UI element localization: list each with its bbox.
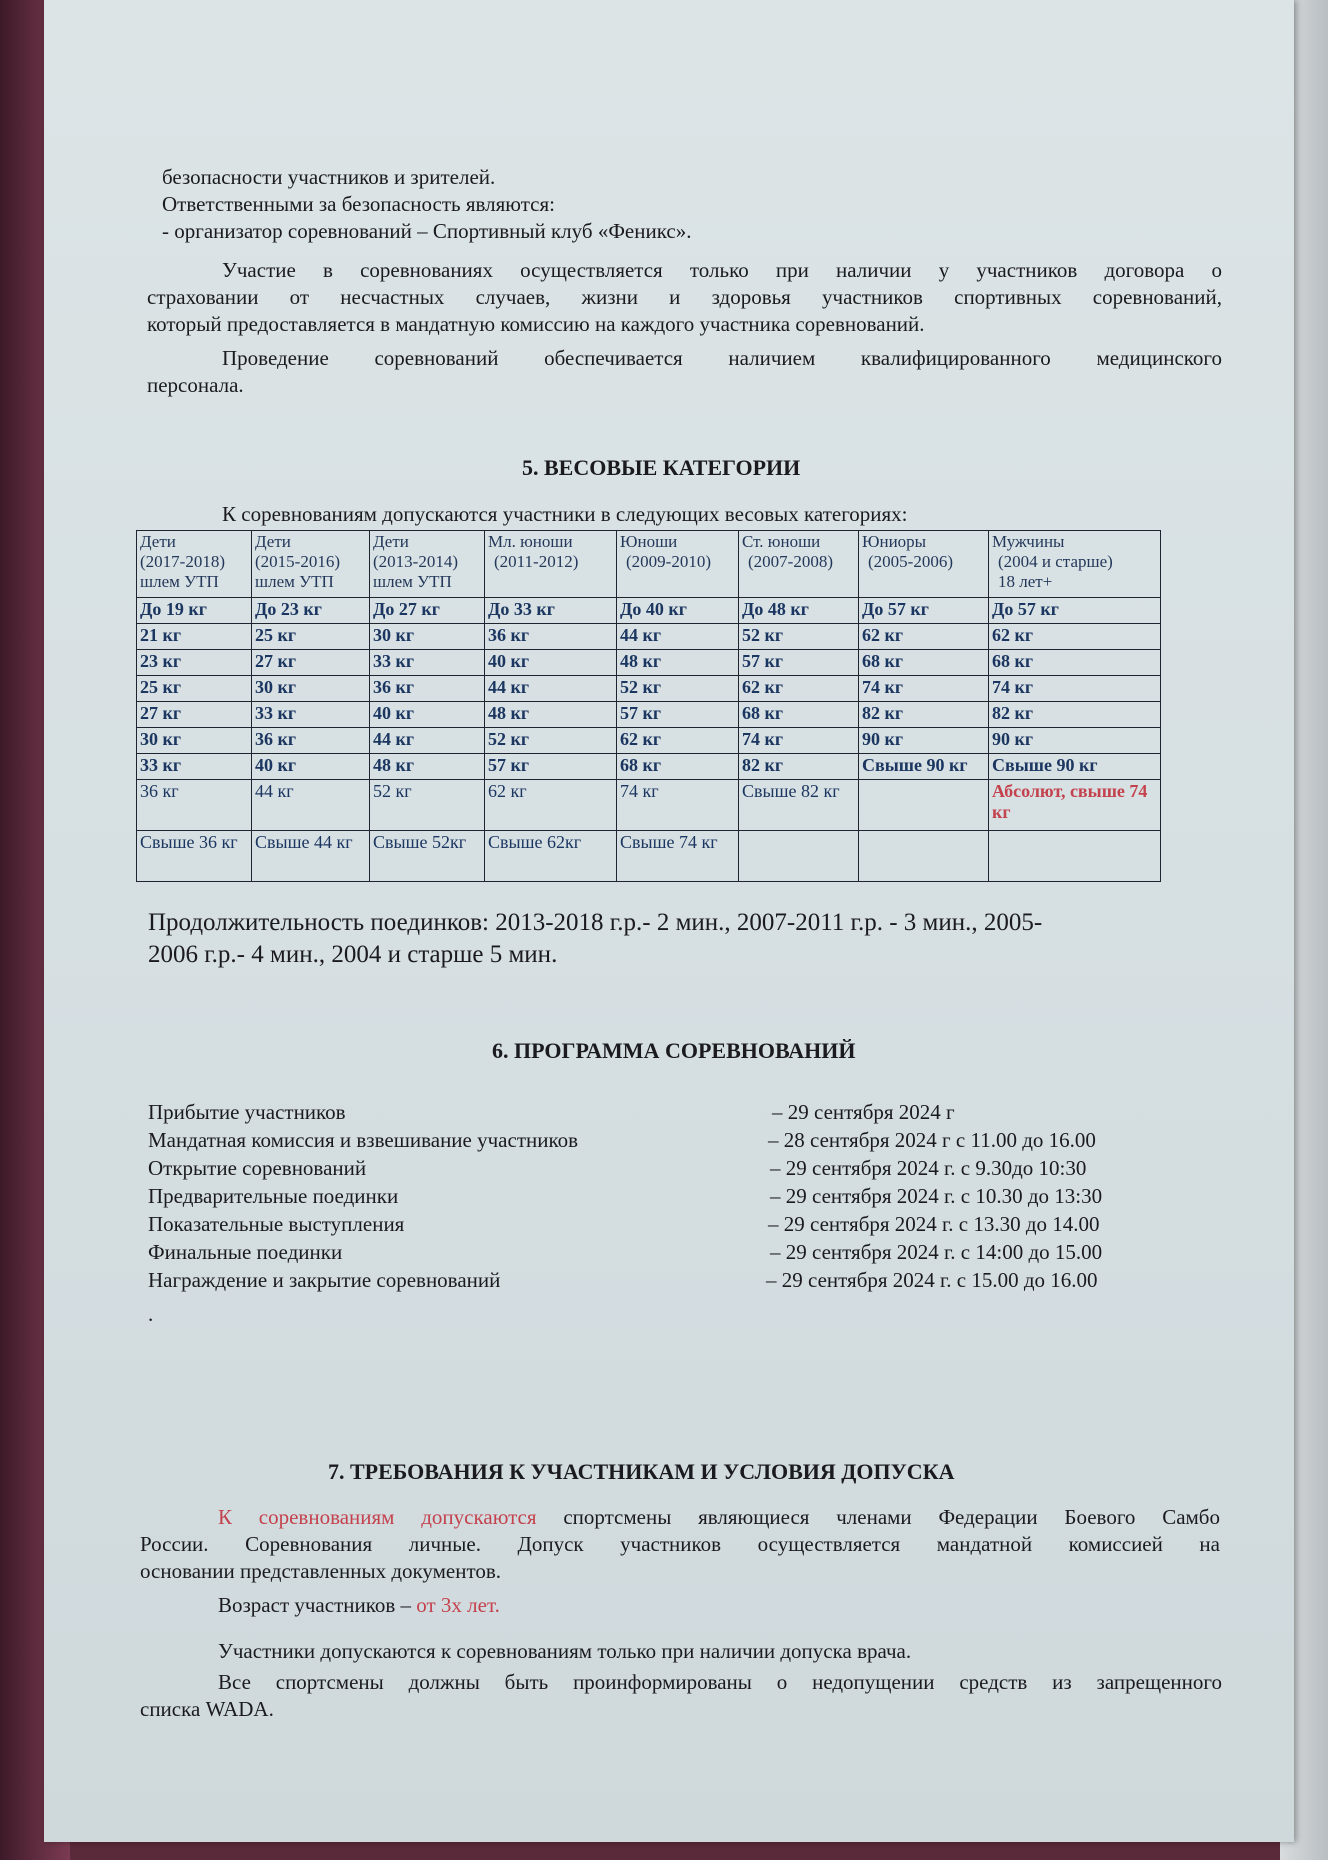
program-time: – 29 сентября 2024 г. с 15.00 до 16.00 bbox=[766, 1268, 1098, 1292]
table-cell: 33 кг bbox=[137, 754, 252, 780]
table-header-cell bbox=[252, 531, 370, 598]
table-header-line: шлем УТП bbox=[373, 572, 452, 591]
table-cell bbox=[989, 831, 1161, 882]
intro-line-2: Ответственными за безопасность являются: bbox=[162, 192, 555, 216]
table-cell: 82 кг bbox=[739, 754, 859, 780]
section7-para4-line2: списка WADA. bbox=[140, 1697, 274, 1721]
table-cell: 90 кг bbox=[859, 728, 989, 754]
table-cell: 52 кг bbox=[617, 676, 739, 702]
table-cell: 40 кг bbox=[252, 754, 370, 780]
table-cell: 74 кг bbox=[617, 780, 739, 831]
table-cell: 40 кг bbox=[370, 702, 485, 728]
table-cell: 44 кг bbox=[617, 624, 739, 650]
table-cell bbox=[859, 831, 989, 882]
table-cell: 62 кг bbox=[989, 624, 1161, 650]
table-cell: 82 кг bbox=[989, 702, 1161, 728]
section7-para4-line1: Все спортсмены должны быть проинформированы о недопущении средств из запрещенного bbox=[218, 1670, 1222, 1694]
table-cell: До 27 кг bbox=[370, 598, 485, 624]
table-cell: 30 кг bbox=[137, 728, 252, 754]
program-event: Открытие соревнований bbox=[148, 1156, 367, 1180]
table-header-cell bbox=[485, 531, 617, 598]
table-header-line: (2013-2014) bbox=[373, 552, 458, 571]
section5-lead: К соревнованиям допускаются участники в следующих весовых категориях: bbox=[222, 502, 908, 526]
intro-line-1: безопасности участников и зрителей. bbox=[162, 165, 496, 189]
table-row bbox=[137, 780, 1161, 831]
program-time: – 29 сентября 2024 г. с 10.30 до 13:30 bbox=[770, 1184, 1103, 1208]
table-header-line: Мл. юноши bbox=[488, 532, 573, 551]
intro-para1-line3: который предоставляется в мандатную комиссию на каждого участника соревнований. bbox=[147, 312, 925, 336]
table-header-line: (2007-2008) bbox=[748, 552, 833, 571]
table-cell: 57 кг bbox=[739, 650, 859, 676]
program-time: – 29 сентября 2024 г. с 9.30до 10:30 bbox=[770, 1156, 1087, 1180]
program-time: – 29 сентября 2024 г. с 13.30 до 14.00 bbox=[768, 1212, 1100, 1236]
table-cell: 57 кг bbox=[485, 754, 617, 780]
program-time: – 29 сентября 2024 г. с 14:00 до 15.00 bbox=[770, 1240, 1103, 1264]
table-cell: 36 кг bbox=[252, 728, 370, 754]
table-cell: 44 кг bbox=[370, 728, 485, 754]
table-cell: До 57 кг bbox=[859, 598, 989, 624]
table-cell: 68 кг bbox=[859, 650, 989, 676]
duration-line-1: Продолжительность поединков: 2013-2018 г.р.- 2 мин., 2007-2011 г.р. - 3 мин., 2005- bbox=[148, 909, 1043, 936]
table-cell: 48 кг bbox=[617, 650, 739, 676]
table-cell: 48 кг bbox=[485, 702, 617, 728]
section7-para3: Участники допускаются к соревнованиям только при наличии допуска врача. bbox=[218, 1639, 912, 1663]
table-cell: 74 кг bbox=[739, 728, 859, 754]
table-header-line: 18 лет+ bbox=[998, 572, 1053, 591]
table-header-line: Юноши bbox=[620, 532, 678, 551]
table-cell: 30 кг bbox=[370, 624, 485, 650]
table-cell: 90 кг bbox=[989, 728, 1161, 754]
section7-age-line bbox=[218, 1593, 500, 1618]
table-cell: 33 кг bbox=[252, 702, 370, 728]
table-cell: 48 кг bbox=[370, 754, 485, 780]
table-row bbox=[137, 831, 1161, 882]
table-row bbox=[137, 754, 1161, 780]
program-time: – 28 сентября 2024 г с 11.00 до 16.00 bbox=[768, 1128, 1096, 1152]
section7-para1-line3: основании представленных документов. bbox=[140, 1559, 502, 1583]
table-header-line: Ст. юноши bbox=[742, 532, 821, 551]
table-cell: До 57 кг bbox=[989, 598, 1161, 624]
table-cell: 82 кг bbox=[859, 702, 989, 728]
section7-para1-rest: спортсмены являющиеся членами Федерации Боевого Самбо bbox=[536, 1505, 1220, 1529]
table-header-cell bbox=[989, 531, 1161, 598]
table-cell: 52 кг bbox=[485, 728, 617, 754]
section7-title: 7. ТРЕБОВАНИЯ К УЧАСТНИКАМ И УСЛОВИЯ ДОПУСКА bbox=[328, 1459, 955, 1484]
table-header-line: Юниоры bbox=[862, 532, 927, 551]
intro-para1-line1: Участие в соревнованиях осуществляется только при наличии у участников договора о bbox=[222, 258, 1222, 282]
table-cell: 36 кг bbox=[485, 624, 617, 650]
table-row bbox=[137, 624, 1161, 650]
table-cell bbox=[739, 831, 859, 882]
table-cell: До 40 кг bbox=[617, 598, 739, 624]
section7-para1-line1 bbox=[218, 1505, 1220, 1530]
program-event: Прибытие участников bbox=[148, 1100, 346, 1124]
table-header-cell bbox=[137, 531, 252, 598]
table-header-line: шлем УТП bbox=[255, 572, 334, 591]
table-cell: 74 кг bbox=[989, 676, 1161, 702]
table-row bbox=[137, 676, 1161, 702]
table-cell: 40 кг bbox=[485, 650, 617, 676]
table-header-cell bbox=[859, 531, 989, 598]
table-cell: До 23 кг bbox=[252, 598, 370, 624]
program-event: Показательные выступления bbox=[148, 1212, 405, 1236]
table-cell: 36 кг bbox=[370, 676, 485, 702]
table-cell: Свыше 90 кг bbox=[989, 754, 1161, 780]
table-cell: 21 кг bbox=[137, 624, 252, 650]
table-header-line: (2011-2012) bbox=[494, 552, 579, 571]
intro-para1-line2: страховании от несчастных случаев, жизни и здоровья участников спортивных соревнований, bbox=[147, 285, 1222, 309]
table-header-line: (2005-2006) bbox=[868, 552, 953, 571]
table-cell: 23 кг bbox=[137, 650, 252, 676]
table-row bbox=[137, 650, 1161, 676]
table-cell: 74 кг bbox=[859, 676, 989, 702]
table-header-line: Дети bbox=[140, 532, 176, 551]
table-cell: Свыше 90 кг bbox=[859, 754, 989, 780]
table-cell bbox=[859, 780, 989, 831]
section5-title: 5. ВЕСОВЫЕ КАТЕГОРИИ bbox=[522, 455, 801, 480]
table-header-cell bbox=[617, 531, 739, 598]
table-cell: Свыше 52кг bbox=[370, 831, 485, 882]
table-cell: 62 кг bbox=[485, 780, 617, 831]
table-cell: Свыше 62кг bbox=[485, 831, 617, 882]
table-cell: До 19 кг bbox=[137, 598, 252, 624]
table-cell: 30 кг bbox=[252, 676, 370, 702]
table-row bbox=[137, 728, 1161, 754]
table-cell: 52 кг bbox=[739, 624, 859, 650]
age-label: Возраст участников – bbox=[218, 1593, 417, 1617]
table-cell: 57 кг bbox=[617, 702, 739, 728]
table-cell: 25 кг bbox=[137, 676, 252, 702]
table-row bbox=[137, 702, 1161, 728]
table-cell: Абсолют, свыше 74 кг bbox=[989, 780, 1161, 831]
section7-para1-highlight: К соревнованиям допускаются bbox=[218, 1505, 537, 1529]
table-header-line: Дети bbox=[373, 532, 409, 551]
table-cell: Свыше 36 кг bbox=[137, 831, 252, 882]
table-header-cell bbox=[370, 531, 485, 598]
table-cell: До 33 кг bbox=[485, 598, 617, 624]
section7-para1-line2: России. Сорeвнования личные. Допуск участников осуществляется мандатной комиссией на bbox=[140, 1532, 1220, 1556]
table-header-line: (2009-2010) bbox=[626, 552, 711, 571]
program-event: Награждение и закрытие соревнований bbox=[148, 1268, 501, 1292]
program-event: Финальные поединки bbox=[148, 1240, 343, 1264]
section6-title: 6. ПРОГРАММА СОРЕВНОВАНИЙ bbox=[492, 1038, 856, 1063]
table-cell: 62 кг bbox=[617, 728, 739, 754]
table-header-line: (2015-2016) bbox=[255, 552, 340, 571]
program-time: – 29 сентября 2024 г bbox=[772, 1100, 955, 1124]
table-header-line: шлем УТП bbox=[140, 572, 219, 591]
table-cell: 44 кг bbox=[252, 780, 370, 831]
table-cell: 68 кг bbox=[739, 702, 859, 728]
table-cell: 27 кг bbox=[137, 702, 252, 728]
table-cell: 68 кг bbox=[989, 650, 1161, 676]
intro-para2-line2: персонала. bbox=[147, 373, 244, 397]
table-header-line: Дети bbox=[255, 532, 291, 551]
table-cell: 68 кг bbox=[617, 754, 739, 780]
table-header-line: (2004 и старше) bbox=[998, 552, 1113, 571]
intro-line-3: - организатор соревнований – Спортивный клуб «Феникс». bbox=[162, 219, 692, 243]
table-cell: 33 кг bbox=[370, 650, 485, 676]
program-event: Мандатная комиссия и взвешивание участников bbox=[148, 1128, 579, 1152]
table-cell: Свыше 74 кг bbox=[617, 831, 739, 882]
table-cell: 44 кг bbox=[485, 676, 617, 702]
duration-line-2: 2006 г.р.- 4 мин., 2004 и старше 5 мин. bbox=[148, 941, 558, 968]
intro-para2-line1: Проведение соревнований обеспечивается наличием квалифицированного медицинского bbox=[222, 346, 1222, 370]
table-cell: 25 кг bbox=[252, 624, 370, 650]
weight-categories-table bbox=[136, 530, 1161, 882]
program-event: Предварительные поединки bbox=[148, 1184, 399, 1208]
table-cell: 36 кг bbox=[137, 780, 252, 831]
table-cell: 62 кг bbox=[739, 676, 859, 702]
table-header-cell bbox=[739, 531, 859, 598]
table-row bbox=[137, 598, 1161, 624]
program-trailing-dot: . bbox=[148, 1302, 154, 1326]
table-header-row bbox=[137, 531, 1161, 598]
table-cell: 52 кг bbox=[370, 780, 485, 831]
table-cell: 27 кг bbox=[252, 650, 370, 676]
table-cell: Свыше 44 кг bbox=[252, 831, 370, 882]
table-cell: 62 кг bbox=[859, 624, 989, 650]
table-header-line: (2017-2018) bbox=[140, 552, 225, 571]
age-value: от 3х лет. bbox=[416, 1593, 500, 1617]
table-cell: Свыше 82 кг bbox=[739, 780, 859, 831]
table-header-line: Мужчины bbox=[992, 532, 1065, 551]
table-cell: До 48 кг bbox=[739, 598, 859, 624]
